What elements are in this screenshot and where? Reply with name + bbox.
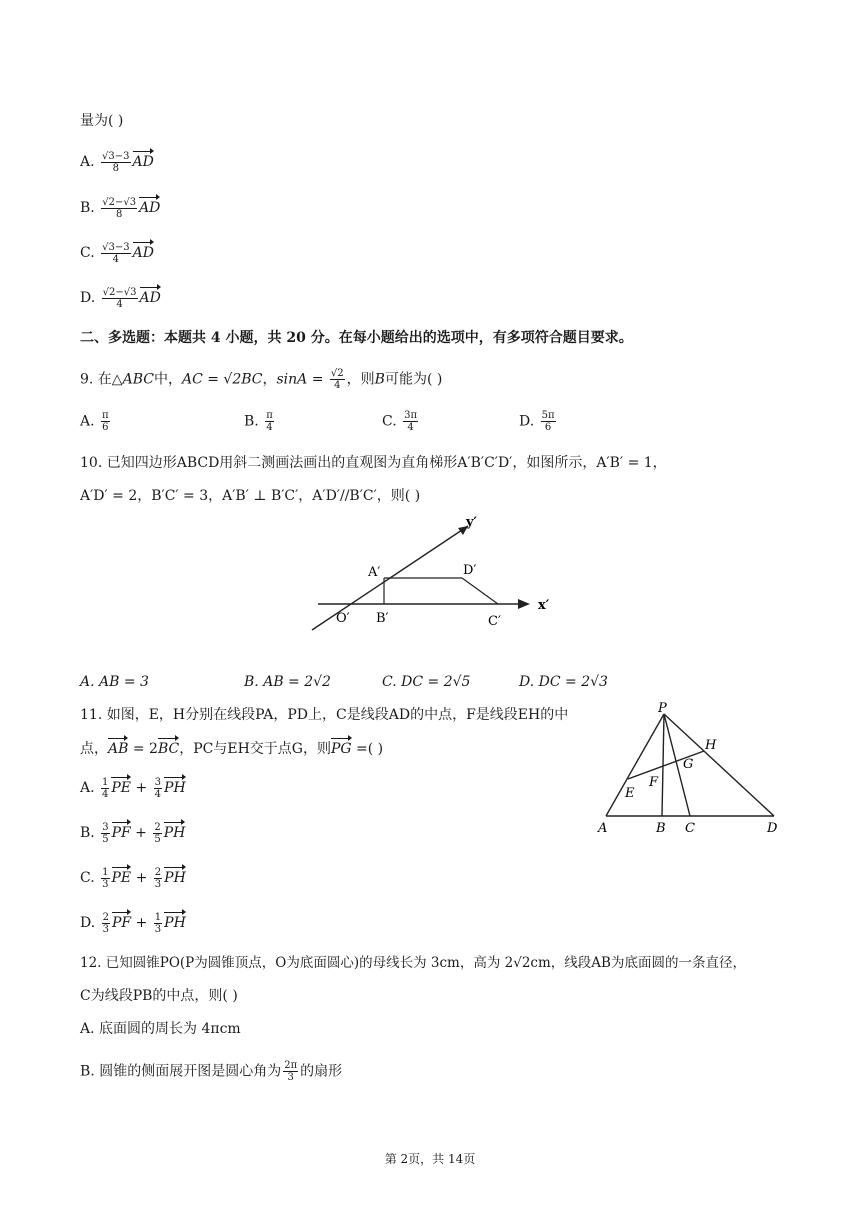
denominator: 3 [102,923,110,935]
vector: PE [111,776,131,798]
option-label: C. [382,413,397,430]
label-g: G [683,757,694,772]
numerator: √2−√3 [102,196,137,208]
vector: PF [112,911,131,933]
denominator: 4 [102,788,109,800]
q12-stem-line1: 12. 已知圆锥PO(P为圆锥顶点，O为底面圆心)的母线长为 3cm，高为 2√2cm，线段AB为底面圆的一条直径， [80,955,746,971]
q9-option-a [80,410,112,433]
denominator: 6 [102,422,109,433]
q10-stem-line1: 10. 已知四边形ABCD用斜二测画法画出的直观图为直角梯形A′B′C′D′，如图所示，A′B′ = 1， [80,455,667,471]
option-label: D. [80,290,96,306]
text: 可能为( ) [384,371,443,388]
denominator: 5 [154,833,161,845]
label-a: A′ [368,565,381,580]
vector: PG [331,737,352,759]
fraction [102,912,110,935]
denominator: 4 [407,422,414,433]
denominator: 6 [544,422,552,433]
text: 中， [153,371,182,388]
fraction [403,410,418,433]
fraction [265,410,274,433]
q9-option-b [244,410,276,433]
option-label: C. [382,674,397,690]
text: ，PC与EH交于点G，则 [179,741,331,757]
option-label: B. [244,674,259,690]
fraction [541,410,556,433]
option-label: C. [80,870,95,886]
denominator: 3 [102,878,109,890]
label-c: C [685,821,695,836]
fraction [283,1060,298,1083]
numerator: 2π [284,1060,298,1071]
numerator: 2 [102,911,110,923]
q12-stem-line2: C为线段PB的中点，则( ) [80,988,238,1004]
fraction [101,822,109,845]
q8-option-c [80,241,154,265]
q11-figure [592,700,792,840]
denominator: 3 [154,923,162,935]
vector: PH [164,911,186,933]
option-label: A. [80,780,95,796]
numerator: 3 [102,821,109,833]
numerator: √2−√3 [102,286,137,298]
fraction [101,151,130,174]
q9-stem [80,368,442,391]
fraction [101,410,110,433]
q11-option-c: C. $\frac{1}{3}$ PE + $\frac{2}{3}$ PH [80,866,186,890]
numerator: 2 [154,866,162,878]
option-label: B. [80,200,95,216]
math: AC = √2BC [181,371,263,388]
denominator: 4 [112,253,120,265]
option-label: D. [80,915,96,931]
denominator: 4 [116,298,123,310]
label-b: B [656,821,666,836]
text: =( ) [351,741,384,757]
label-f: F [649,775,659,790]
q10-option-c [382,672,470,692]
numerator: 1 [102,776,109,788]
denominator: 4 [154,788,162,800]
math: ABC [122,371,154,388]
vector: PH [164,821,186,843]
fraction [101,197,137,220]
q12-option-a: A. 底面圆的周长为 4πcm [80,1021,241,1037]
q11-option-a: A. $\frac{1}{4}$ PE + $\frac{3}{4}$ PH [80,776,186,800]
numerator: π [266,410,273,421]
vector: PH [164,866,186,888]
option-label: B. [244,413,259,430]
page-footer: 第 2页，共 14页 [384,1152,476,1166]
label-d: D′ [463,563,477,578]
segment-dc [462,578,498,604]
option-label: A. [80,413,95,430]
denominator: 3 [287,1072,294,1083]
denominator: 8 [115,208,123,220]
text: = 2 [128,741,158,757]
denominator: 5 [102,833,109,845]
label-p: P [658,701,667,716]
text: ， [262,371,277,388]
label-e: E [625,786,635,801]
x-axis-arrow [518,599,530,609]
option-label: A. [80,154,95,170]
label-a: A [598,821,608,836]
option-label: B. [80,825,95,841]
q8-stem-tail: 量为( ) [80,113,124,129]
numerator: 3π [404,410,418,421]
numerator: 3 [154,776,162,788]
option-text: DC = 2√5 [401,674,471,690]
q11-option-b: B. $\frac{3}{5}$ PF + $\frac{2}{5}$ PH [80,821,186,845]
vector: BC [158,737,179,759]
fraction [102,287,138,310]
numerator: 2 [154,821,161,833]
denominator: 4 [334,380,341,391]
q10-option-a [80,672,149,692]
option-label: D. [519,413,535,430]
fraction [154,867,162,890]
numerator: √2 [330,368,344,379]
fraction [101,242,130,265]
vector: AD [133,150,154,172]
fraction [153,822,161,845]
denominator: 4 [266,422,273,433]
segment-pa [606,714,664,816]
option-label: D. [519,674,535,690]
option-label: A. [80,674,95,690]
text: ，则 [346,371,375,388]
vector: AD [133,241,154,263]
option-text: AB = 2√2 [263,674,331,690]
vector: AD [139,196,160,218]
q8-option-a [80,150,154,174]
q9-option-d [519,410,558,433]
vector: AD [140,286,161,308]
q8-option-b [80,196,160,220]
fraction [101,867,109,890]
vector: AB [108,737,128,759]
text: 9. 在△ [80,371,123,388]
fraction [154,777,162,800]
q11-stem-line1: 11. 如图，E，H分别在线段PA，PD上，C是线段AD的中点，F是线段EH的中 [80,707,569,723]
label-y: y′ [466,515,477,530]
label-x: x′ [538,598,550,613]
label-h: H [705,738,717,753]
text: 的扇形 [300,1063,343,1080]
numerator: 1 [102,866,109,878]
q10-option-b [244,672,331,692]
numerator: √3−3 [102,241,130,253]
label-c: C′ [488,614,501,629]
fraction [154,912,162,935]
option-text: AB = 3 [99,674,149,690]
label-b: B′ [376,611,389,626]
label-o: O′ [336,611,350,626]
vector: PF [112,821,131,843]
option-text: DC = 2√3 [538,674,608,690]
vector: PH [164,776,186,798]
section-title: 二、多选题：本题共 4 小题，共 20 分。在每小题给出的选项中，有多项符合题目要求。 [80,330,633,346]
q11-stem-line2 [80,737,383,759]
denominator: 3 [154,878,162,890]
text: B. 圆锥的侧面展开图是圆心角为 [80,1063,282,1080]
option-label: C. [80,245,95,261]
math: sinA = [276,371,328,388]
q9-option-c [382,410,420,433]
text: 点， [80,741,108,757]
numerator: 1 [154,911,162,923]
q10-stem-line2: A′D′ = 2，B′C′ = 3，A′B′ ⊥ B′C′，A′D′//B′C′，则( ) [80,488,421,504]
math: B [374,371,385,388]
numerator: 5π [541,410,555,421]
q10-figure [300,508,560,638]
q10-option-d [519,672,608,692]
segment-pb [662,714,664,816]
numerator: √3−3 [102,150,130,162]
vector: PE [112,866,132,888]
q12-option-b [80,1060,342,1083]
fraction [101,777,109,800]
fraction [330,368,345,391]
segment-pd [664,714,774,816]
label-d: D [767,821,778,836]
numerator: π [102,410,109,421]
q8-option-d [80,286,161,310]
q11-option-d: D. $\frac{2}{3}$ PF + $\frac{1}{3}$ PH [80,911,186,935]
denominator: 8 [112,162,119,174]
